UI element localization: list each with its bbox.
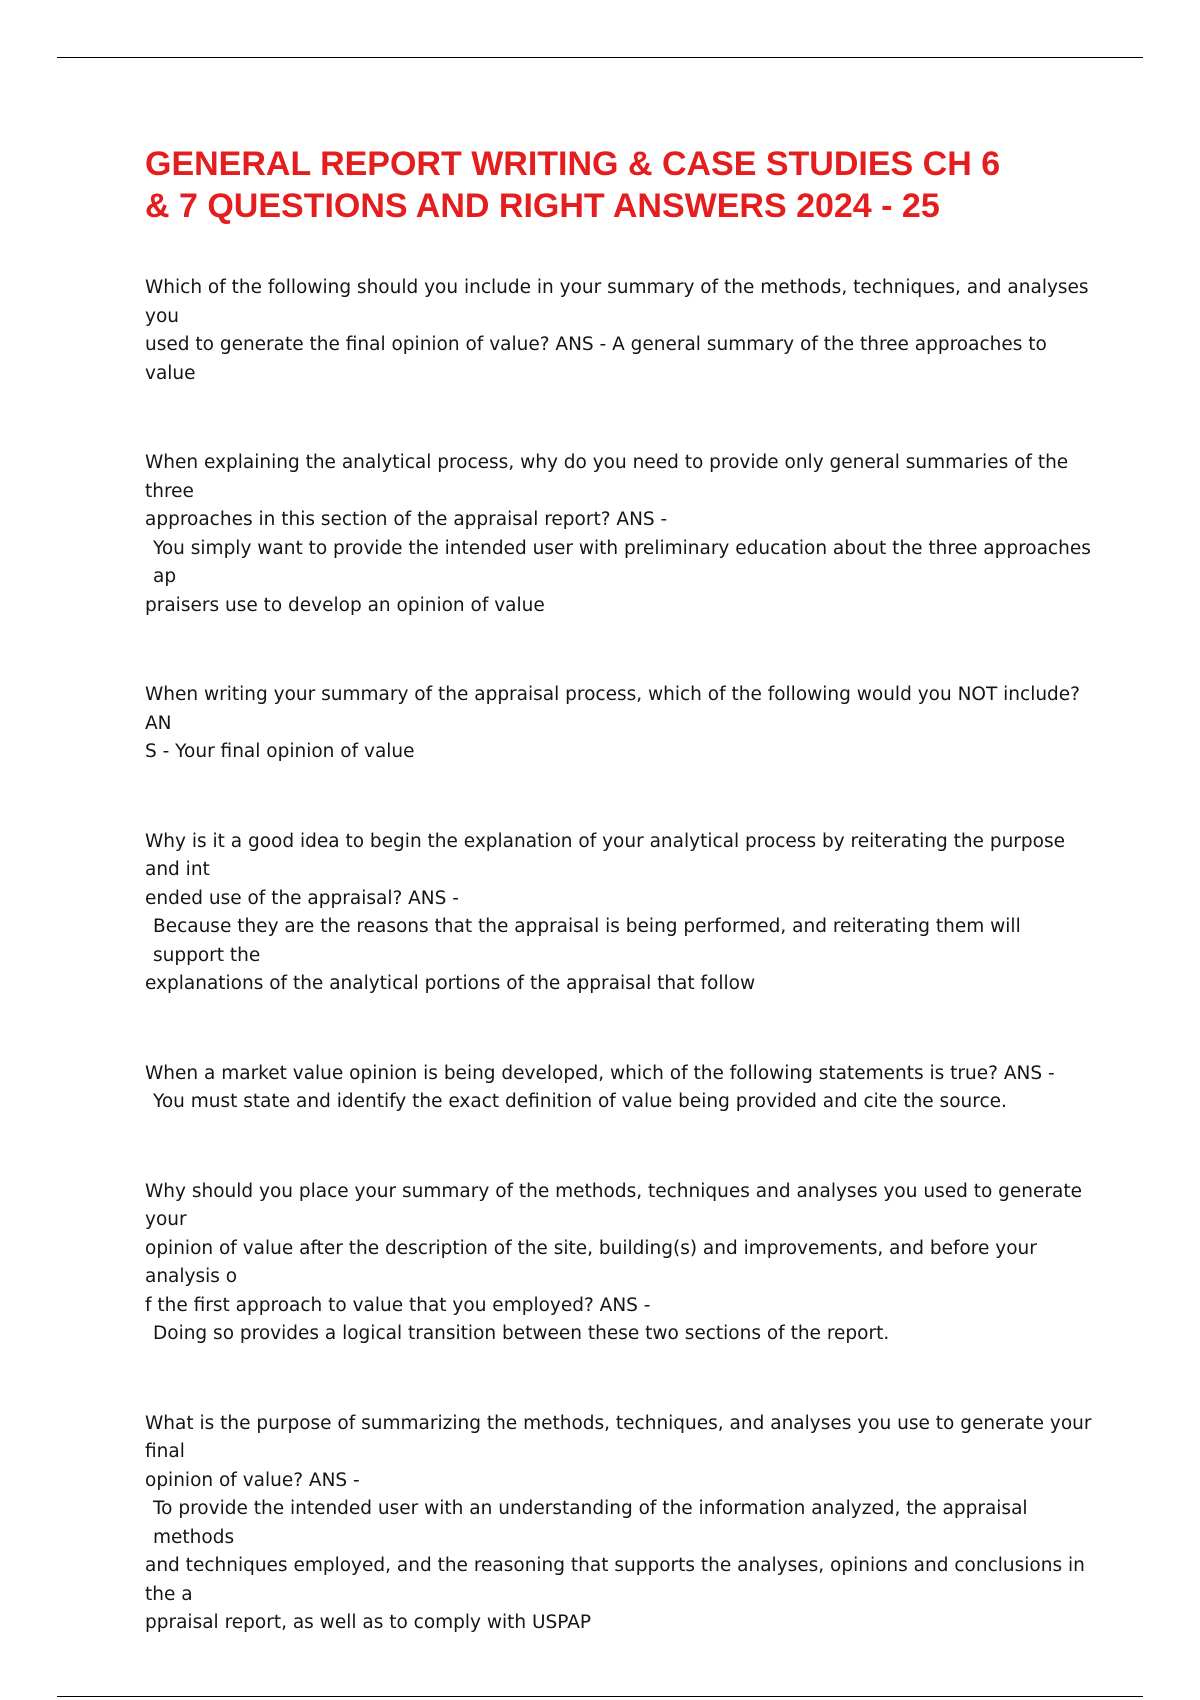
document-title bbox=[145, 143, 1105, 227]
qa-item-3 bbox=[145, 681, 1095, 767]
question-line: When writing your summary of the appraisal process, which of the following would you NOT include? AN bbox=[145, 684, 1080, 734]
answer-line: To provide the intended user with an understanding of the information analyzed, the appraisal methods bbox=[153, 1498, 1028, 1548]
question-line: Why should you place your summary of the methods, techniques and analyses you used to generate your bbox=[145, 1180, 1082, 1230]
answer-line: Doing so provides a logical transition between these two sections of the report. bbox=[153, 1323, 890, 1344]
answer-line: explanations of the analytical portions of the appraisal that follow bbox=[145, 973, 756, 994]
question-line: approaches in this section of the appraisal report? ANS - bbox=[145, 509, 668, 530]
qa-item-2 bbox=[145, 449, 1095, 620]
question-line: opinion of value? ANS - bbox=[145, 1469, 360, 1491]
answer-line: ppraisal report, as well as to comply with USPAP bbox=[145, 1612, 592, 1633]
title-line-2: & 7 QUESTIONS AND RIGHT ANSWERS 2024 - 25 bbox=[145, 187, 940, 225]
qa-item-5 bbox=[145, 1060, 1095, 1117]
qa-item-7 bbox=[145, 1410, 1095, 1638]
answer-line: praisers use to develop an opinion of value bbox=[145, 594, 545, 616]
question-line: opinion of value after the description of the site, building(s) and improvements, and before your analysis o bbox=[145, 1237, 1037, 1287]
answer-line: You must state and identify the exact definition of value being provided and cite the source. bbox=[153, 1091, 1007, 1112]
qa-item-6 bbox=[145, 1178, 1095, 1349]
answer-line: Because they are the reasons that the appraisal is being performed, and reiterating them will support the bbox=[153, 916, 1021, 966]
question-line: ended use of the appraisal? ANS - bbox=[145, 887, 459, 909]
question-line: used to generate the final opinion of value? ANS - A general summary of the three approaches to value bbox=[145, 334, 1047, 384]
question-line: When explaining the analytical process, why do you need to provide only general summaries of the three bbox=[145, 452, 1069, 502]
bottom-rule bbox=[57, 1696, 1143, 1697]
top-rule bbox=[57, 57, 1143, 58]
question-line: What is the purpose of summarizing the methods, techniques, and analyses you use to generate your final bbox=[145, 1412, 1092, 1462]
question-line: S - Your final opinion of value bbox=[145, 741, 415, 762]
title-line-1: GENERAL REPORT WRITING & CASE STUDIES CH 6 bbox=[145, 145, 1001, 183]
answer-line: and techniques employed, and the reasoning that supports the analyses, opinions and conclusions in the a bbox=[145, 1555, 1085, 1605]
qa-item-1 bbox=[145, 274, 1095, 388]
answer-line: You simply want to provide the intended user with preliminary education about the three approaches ap bbox=[153, 537, 1091, 587]
question-line: Which of the following should you include in your summary of the methods, techniques, and analyses you bbox=[145, 277, 1089, 327]
question-line: f the first approach to value that you employed? ANS - bbox=[145, 1294, 651, 1316]
question-line: When a market value opinion is being developed, which of the following statements is true? ANS - bbox=[145, 1062, 1055, 1084]
qa-list bbox=[145, 274, 1095, 1699]
qa-item-4 bbox=[145, 828, 1095, 999]
question-line: Why is it a good idea to begin the explanation of your analytical process by reiterating the purpose and int bbox=[145, 830, 1065, 880]
